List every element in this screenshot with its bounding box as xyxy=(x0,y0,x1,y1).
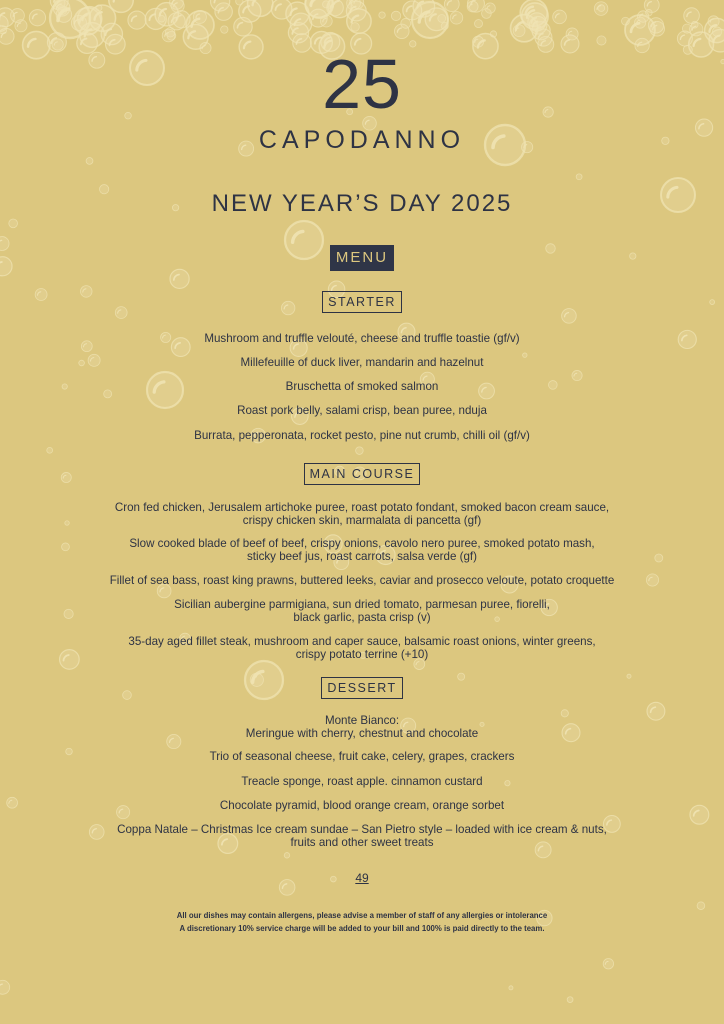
bubble-icon xyxy=(391,11,400,20)
dessert-item xyxy=(0,776,724,789)
bubble-icon xyxy=(576,174,582,180)
bubble-icon xyxy=(290,13,311,34)
bubble-icon xyxy=(284,853,290,859)
bubble-icon xyxy=(158,15,165,22)
page-number-title: 25 xyxy=(322,45,402,123)
bubble-icon xyxy=(412,2,448,38)
bubble-icon xyxy=(474,20,482,28)
main-course-item xyxy=(0,502,724,527)
bubble-icon xyxy=(485,3,495,13)
bubble-icon xyxy=(9,219,18,228)
bubble-icon xyxy=(594,2,608,16)
dessert-item-line: Meringue with cherry, chestnut and chocolate xyxy=(245,726,479,740)
main-course-item xyxy=(0,538,724,563)
bubble-icon xyxy=(47,447,53,453)
bubble-icon xyxy=(394,24,409,39)
bubble-icon xyxy=(572,370,582,380)
bubble-icon xyxy=(682,24,691,33)
bubble-icon xyxy=(529,17,547,35)
bubble-icon xyxy=(285,221,323,259)
main-course-item xyxy=(0,599,724,624)
bubble-icon xyxy=(490,31,496,37)
dessert-item-line: Trio of seasonal cheese, fruit cake, celery, grapes, crackers xyxy=(209,750,515,763)
bubble-icon xyxy=(546,244,556,254)
menu-badge: MENU xyxy=(330,245,394,271)
bubble-icon xyxy=(697,902,705,910)
dessert-item-line: Coppa Natale – Christmas Ice cream sundae – San Pietro style – loaded with ice cream & nuts, xyxy=(117,823,607,836)
bubble-icon xyxy=(162,29,175,42)
main-course-item-line: Fillet of sea bass, roast king prawns, buttered leeks, caviar and prosecco veloute, potato croquette xyxy=(109,574,615,587)
dessert-item-line: Treacle sponge, roast apple. cinnamon custard xyxy=(241,775,483,788)
dessert-item-line: Chocolate pyramid, blood orange cream, orange sorbet xyxy=(219,799,505,812)
starter-label: STARTER xyxy=(322,291,402,313)
allergen-notice: All our dishes may contain allergens, please advise a member of staff of any allergies or intolerance xyxy=(176,911,548,920)
bubble-icon xyxy=(0,26,7,34)
dessert-item xyxy=(0,800,724,813)
bubble-icon xyxy=(50,0,90,38)
dessert-item xyxy=(0,715,724,740)
bubble-icon xyxy=(444,0,459,12)
dessert-heading xyxy=(0,677,724,699)
bubble-icon xyxy=(677,31,692,46)
main-course-item-line: black garlic, pasta crisp (v) xyxy=(293,610,431,624)
dessert-item xyxy=(0,751,724,764)
main-course-item-line: Sicilian aubergine parmigiana, sun dried tomato, parmesan puree, fiorelli, xyxy=(174,598,550,611)
bubble-icon xyxy=(644,0,659,12)
bubble-icon xyxy=(171,0,184,12)
bubble-icon xyxy=(170,269,189,288)
bubble-icon xyxy=(567,997,573,1003)
bubble-icon xyxy=(0,237,9,251)
starter-item: Mushroom and truffle velouté, cheese and truffle toastie (gf/v) xyxy=(204,332,520,345)
main-course-item xyxy=(0,575,724,588)
bubble-icon xyxy=(566,28,578,40)
main-course-item-line: 35-day aged fillet steak, mushroom and caper sauce, balsamic roast onions, winter greens, xyxy=(128,635,596,648)
starter-item: Burrata, pepperonata, rocket pesto, pine nut crumb, chilli oil (gf/v) xyxy=(194,429,530,442)
starter-heading xyxy=(0,291,724,313)
starter-item: Millefeuille of duck liver, mandarin and hazelnut xyxy=(240,356,484,369)
bubble-icon xyxy=(684,8,700,24)
event-subtitle: NEW YEAR’S DAY 2025 xyxy=(211,190,513,217)
main-course-item xyxy=(0,636,724,661)
main-course-item-line: crispy potato terrine (+10) xyxy=(295,647,429,661)
bubble-icon xyxy=(553,10,567,24)
dessert-label: DESSERT xyxy=(321,677,402,699)
main-course-label: MAIN COURSE xyxy=(304,463,421,485)
bubble-icon xyxy=(186,11,214,39)
bubble-icon xyxy=(450,12,463,25)
bubble-icon xyxy=(15,20,27,32)
bubble-icon xyxy=(0,980,10,994)
bubble-icon xyxy=(467,1,478,12)
dessert-item-line: fruits and other sweet treats xyxy=(290,835,434,849)
bubble-icon xyxy=(86,157,93,164)
main-course-item-line: Cron fed chicken, Jerusalem artichoke puree, roast potato fondant, smoked bacon cream sauce, xyxy=(114,501,610,514)
starter-item: Roast pork belly, salami crisp, bean puree, nduja xyxy=(237,404,487,417)
bubble-icon xyxy=(625,15,655,45)
bubble-icon xyxy=(630,253,636,259)
dessert-item xyxy=(0,824,724,849)
bubble-icon xyxy=(215,3,232,20)
bubble-icon xyxy=(0,257,12,276)
bubble-icon xyxy=(327,0,344,16)
dessert-item-line: Monte Bianco: xyxy=(324,714,400,727)
bubble-icon xyxy=(597,36,606,45)
brand-title: CAPODANNO xyxy=(258,126,466,154)
main-course-item-line: sticky beef jus, roast carrots, salsa verde (gf) xyxy=(246,549,478,563)
service-charge-notice: A discretionary 10% service charge will be added to your bill and 100% is paid directly to the team. xyxy=(179,924,545,933)
bubble-icon xyxy=(509,986,513,990)
bubble-icon xyxy=(221,26,228,33)
starter-item: Bruschetta of smoked salmon xyxy=(285,380,439,393)
main-course-item-line: Slow cooked blade of beef of beef, crispy onions, cavolo nero puree, smoked potato mash, xyxy=(129,537,595,550)
bubble-icon xyxy=(603,959,613,969)
bubble-icon xyxy=(234,17,252,35)
main-course-item-line: crispy chicken skin, marmalata di pancetta (gf) xyxy=(242,513,482,527)
main-course-heading xyxy=(0,463,724,485)
bubble-icon xyxy=(379,12,385,18)
bubble-icon xyxy=(356,447,364,455)
menu-price: 49 xyxy=(355,871,369,885)
bubble-icon xyxy=(128,11,146,29)
bubble-icon xyxy=(29,10,45,26)
bubble-icon xyxy=(271,0,291,19)
bubble-icon xyxy=(346,1,366,21)
